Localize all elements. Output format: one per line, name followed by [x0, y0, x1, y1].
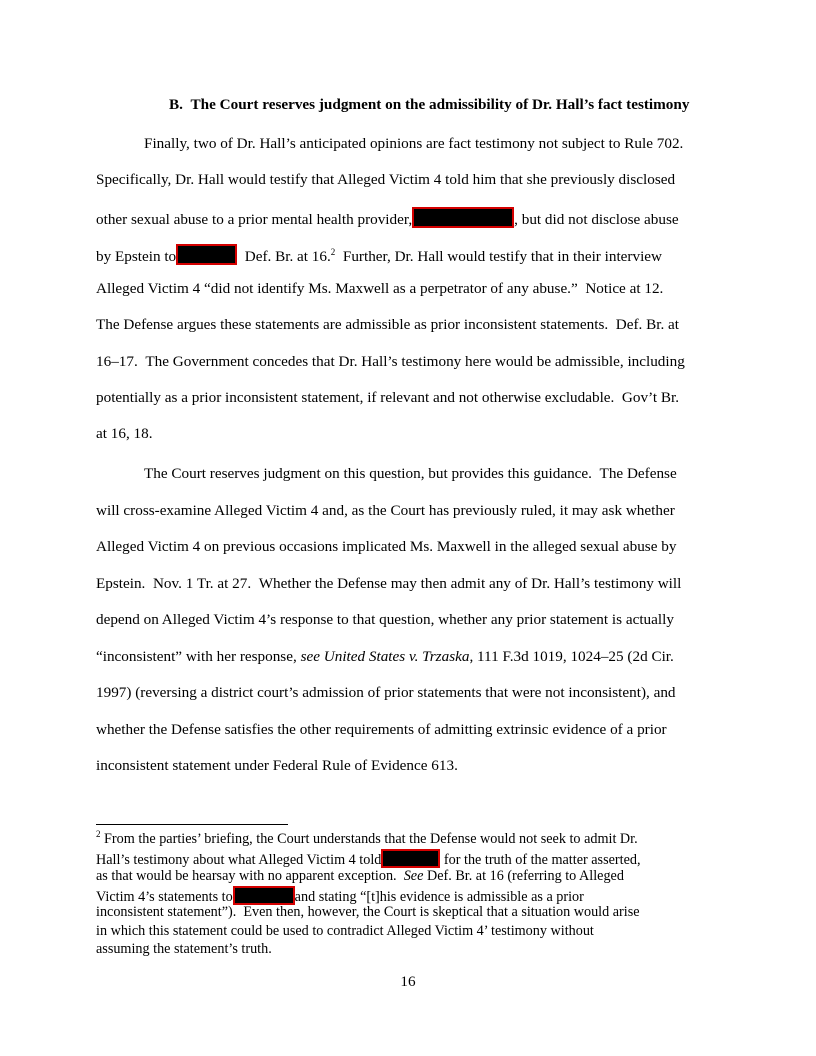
body-line: other sexual abuse to a prior mental health provider, , but did not disclose abuse [96, 207, 679, 229]
body-line: Epstein. Nov. 1 Tr. at 27. Whether the Defense may then admit any of Dr. Hall’s testimony will [96, 575, 682, 592]
redaction-box [412, 207, 514, 228]
case-citation: see United States v. Trzaska [300, 648, 470, 665]
body-line: Alleged Victim 4 on previous occasions implicated Ms. Maxwell in the alleged sexual abuse by [96, 538, 677, 555]
footnote-line: in which this statement could be used to contradict Alleged Victim 4’ testimony without [96, 923, 594, 939]
body-line: Specifically, Dr. Hall would testify that Alleged Victim 4 told him that she previously disclosed [96, 171, 676, 188]
body-line: potentially as a prior inconsistent statement, if relevant and not otherwise excludable. Gov’t Br. [96, 389, 680, 406]
body-line: The Court reserves judgment on this question, but provides this guidance. The Defense [144, 465, 677, 482]
footnote-reference: 2 [330, 247, 336, 257]
body-line: “inconsistent” with her response, see United States v. Trzaska, 111 F.3d 1019, 1024–25 (2d Cir. [96, 648, 674, 665]
redaction-box [381, 849, 440, 868]
footnote-line: $^2$ From the parties’ briefing, the Court understands that the Defense would not seek to admit Dr. [96, 829, 638, 847]
body-line: 16–17. The Government concedes that Dr. Hall’s testimony here would be admissible, including [96, 353, 685, 370]
footnote-line: inconsistent statement”). Even then, however, the Court is skeptical that a situation would arise [96, 904, 640, 920]
body-line: will cross-examine Alleged Victim 4 and, as the Court has previously ruled, it may ask whether [96, 502, 675, 519]
body-line: depend on Alleged Victim 4’s response to that question, whether any prior statement is actually [96, 611, 674, 628]
body-line: at 16, 18. [96, 425, 153, 442]
body-line: The Defense argues these statements are admissible as prior inconsistent statements. Def. Br. at [96, 316, 680, 333]
redaction-box [233, 886, 295, 905]
footnote-separator [96, 824, 288, 825]
footnote-line: assuming the statement’s truth. [96, 941, 272, 957]
redaction-box [176, 244, 237, 265]
footnote-mark: 2 [96, 829, 101, 839]
footnote-line: as that would be hearsay with no apparent exception. See Def. Br. at 16 (referring to Alleged [96, 868, 624, 884]
body-line: Alleged Victim 4 “did not identify Ms. Maxwell as a perpetrator of any abuse.” Notice at 12. [96, 280, 664, 297]
section-heading: B. The Court reserves judgment on the admissibility of Dr. Hall’s fact testimony [169, 96, 690, 113]
page-number: 16 [400, 973, 416, 990]
body-line: inconsistent statement under Federal Rule of Evidence 613. [96, 757, 458, 774]
footnote-line: Victim 4’s statements to and stating “[t]his evidence is admissible as a prior [96, 886, 584, 906]
body-line: 1997) (reversing a district court’s admission of prior statements that were not inconsistent), and [96, 684, 676, 701]
body-line: by Epstein to Def. Br. at 16.$^2$ Further, Dr. Hall would testify that in their interview [96, 244, 662, 266]
body-line: whether the Defense satisfies the other requirements of admitting extrinsic evidence of a prior [96, 721, 667, 738]
footnote-line: Hall’s testimony about what Alleged Victim 4 told for the truth of the matter asserted, [96, 849, 641, 869]
body-line: Finally, two of Dr. Hall’s anticipated opinions are fact testimony not subject to Rule 702. [144, 135, 684, 152]
